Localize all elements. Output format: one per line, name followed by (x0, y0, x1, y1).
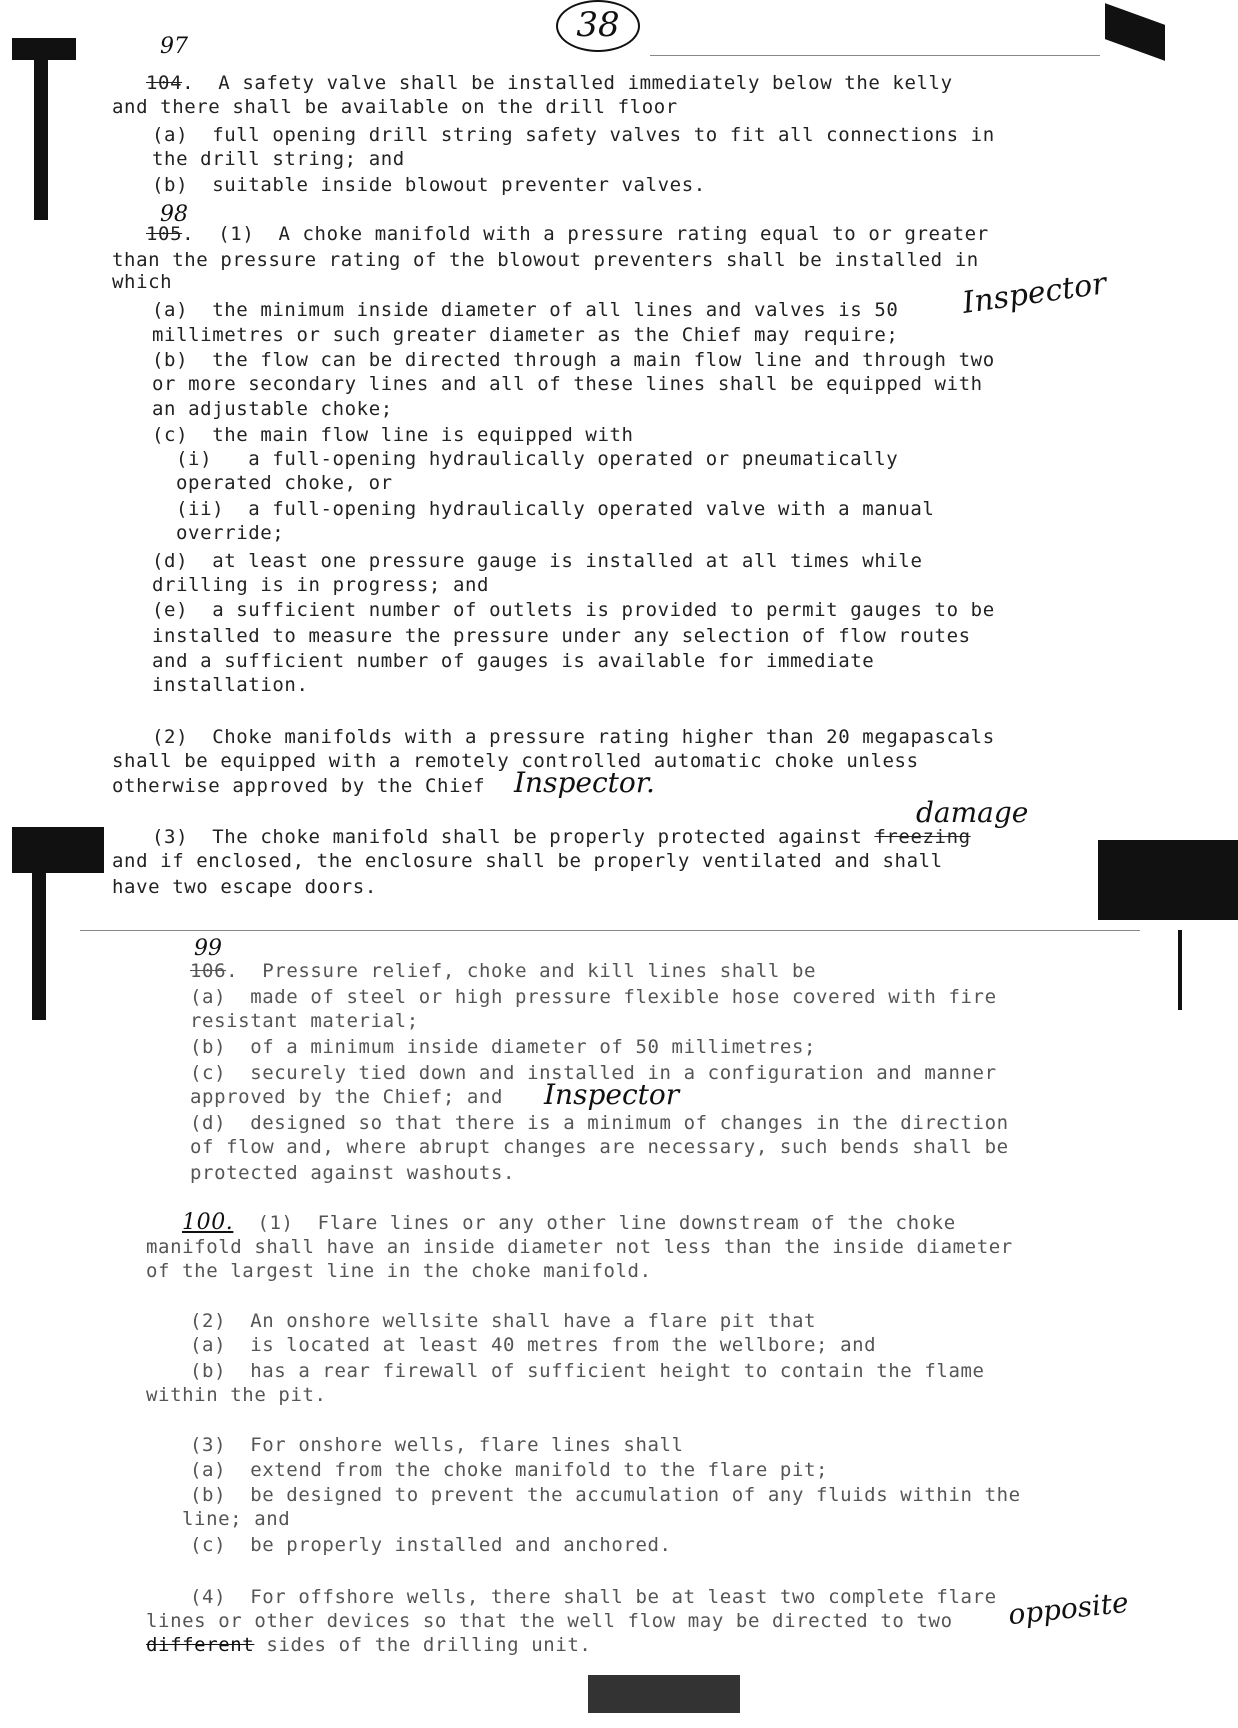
handwritten-inspector-3: Inspector (544, 1078, 680, 1111)
section-98-para3-line-2: and if enclosed, the enclosure shall be properly ventilated and shall (112, 850, 943, 872)
section-99-line-6: approved by the Chief; and (190, 1086, 504, 1108)
section-98-line-3: which (112, 271, 173, 293)
handwritten-inspector-2: Inspector. (514, 766, 655, 799)
section-100-para4-line-1: (4) For offshore wells, there shall be at least two complete flare (190, 1586, 997, 1608)
section-100-line-1: 100. (1) Flare lines or any other line downstream of the choke (182, 1210, 956, 1235)
section-98-line-12: (ii) a full-opening hydraulically operated valve with a manual (176, 498, 935, 520)
scan-mark-right-line (1178, 930, 1182, 1010)
section-100-para3-line-3: (b) be designed to prevent the accumulation of any fluids within the (190, 1484, 1021, 1506)
struck-word-different: different (146, 1634, 255, 1656)
section-98-line-1: 105. (1) A choke manifold with a pressure rating equal to or greater (146, 223, 989, 245)
scan-mark-top-left-stem (34, 40, 48, 220)
section-100-para2-line-4: within the pit. (146, 1384, 327, 1406)
section-98-para2-line-1: (2) Choke manifolds with a pressure rating higher than 20 megapascals (152, 726, 995, 748)
section-100-para2-line-3: (b) has a rear firewall of sufficient height to contain the flame (190, 1360, 985, 1382)
section-98-line-15: drilling is in progress; and (152, 574, 490, 596)
section-98-line-16: (e) a sufficient number of outlets is provided to permit gauges to be (152, 599, 995, 621)
section-98-line-13: override; (176, 522, 285, 544)
section-99-line-8: of flow and, where abrupt changes are necessary, such bends shall be (190, 1136, 1009, 1158)
section-98-line-5: millimetres or such greater diameter as the Chief may require; (152, 324, 899, 346)
scan-mark-bottom (588, 1675, 740, 1713)
section-98-para2-line-3: otherwise approved by the Chief (112, 775, 486, 797)
section-98-old-number: 105 (146, 223, 183, 245)
section-100-para4-line-2: lines or other devices so that the well flow may be directed to two (146, 1610, 953, 1632)
section-99-number: 99 (194, 936, 222, 961)
section-98-para3-line-1: (3) The choke manifold shall be properly protected against freezing (152, 826, 971, 848)
section-100-para2-line-2: (a) is located at least 40 metres from the wellbore; and (190, 1334, 877, 1356)
section-98-line-10: (i) a full-opening hydraulically operated or pneumatically (176, 448, 899, 470)
section-99-line-2: (a) made of steel or high pressure flexible hose covered with fire (190, 986, 997, 1008)
section-99-line-5: (c) securely tied down and installed in a configuration and manner (190, 1062, 997, 1084)
section-97-line-2: and there shall be available on the drill floor (112, 96, 678, 118)
section-98-line-11: operated choke, or (176, 472, 393, 494)
scan-mark-mid-left-bar (12, 827, 104, 873)
section-99-line-3: resistant material; (190, 1010, 419, 1032)
section-99-line-1: 106. Pressure relief, choke and kill lines shall be (190, 960, 817, 982)
section-100-para3-line-4: line; and (182, 1508, 291, 1530)
scan-mark-mid-right (1098, 840, 1238, 920)
section-98-line-18: and a sufficient number of gauges is available for immediate (152, 650, 875, 672)
section-99-old-number: 106 (190, 960, 227, 982)
section-97-line-5: (b) suitable inside blowout preventer valves. (152, 174, 706, 196)
section-98-line-17: installed to measure the pressure under any selection of flow routes (152, 625, 971, 647)
section-97-line-4: the drill string; and (152, 148, 405, 170)
divider-top (650, 55, 1100, 56)
section-97-line-3: (a) full opening drill string safety valves to fit all connections in (152, 124, 995, 146)
scan-mark-top-right (1105, 3, 1165, 61)
section-98-line-19: installation. (152, 674, 309, 696)
section-98-line-9: (c) the main flow line is equipped with (152, 424, 634, 446)
handwritten-opposite: opposite (1006, 1585, 1131, 1632)
divider-middle (80, 930, 1140, 931)
scan-mark-mid-left-stem (32, 850, 46, 1020)
section-99-line-7: (d) designed so that there is a minimum of changes in the direction (190, 1112, 1009, 1134)
section-98-line-6: (b) the flow can be directed through a main flow line and through two (152, 349, 995, 371)
section-98-line-14: (d) at least one pressure gauge is installed at all times while (152, 550, 923, 572)
section-98-line-7: or more secondary lines and all of these lines shall be equipped with (152, 373, 983, 395)
section-97-line-1: 104. A safety valve shall be installed immediately below the kelly (146, 72, 953, 94)
handwritten-damage: damage (916, 796, 1029, 829)
section-98-line-8: an adjustable choke; (152, 398, 393, 420)
section-98-number: 98 (160, 202, 188, 227)
struck-word-freezing: freezing (874, 826, 971, 848)
section-100-para3-line-5: (c) be properly installed and anchored. (190, 1534, 672, 1556)
section-100-number: 100. (182, 1210, 234, 1235)
section-100-para3-line-1: (3) For onshore wells, flare lines shall (190, 1434, 684, 1456)
section-98-para3-line-3: have two escape doors. (112, 876, 377, 898)
section-100-line-2: manifold shall have an inside diameter not less than the inside diameter (146, 1236, 1013, 1258)
section-98-line-2: than the pressure rating of the blowout preventers shall be installed in (112, 249, 979, 271)
section-100-para3-line-2: (a) extend from the choke manifold to the flare pit; (190, 1459, 829, 1481)
section-99-line-4: (b) of a minimum inside diameter of 50 millimetres; (190, 1036, 817, 1058)
section-100-para4-line-3: different sides of the drilling unit. (146, 1634, 592, 1656)
section-100-para2-line-1: (2) An onshore wellsite shall have a flare pit that (190, 1310, 817, 1332)
section-97-old-number: 104 (146, 72, 183, 94)
page-number: 38 (556, 0, 640, 52)
section-98-para2-line-2: shall be equipped with a remotely controlled automatic choke unless (112, 750, 919, 772)
section-98-line-4: (a) the minimum inside diameter of all lines and valves is 50 (152, 299, 899, 321)
section-99-line-9: protected against washouts. (190, 1162, 516, 1184)
section-100-line-3: of the largest line in the choke manifold. (146, 1260, 652, 1282)
handwritten-inspector-1: Inspector (960, 266, 1109, 321)
section-97-number: 97 (160, 34, 188, 59)
section-97-text: A safety valve shall be installed immediately below the kelly (218, 72, 953, 94)
